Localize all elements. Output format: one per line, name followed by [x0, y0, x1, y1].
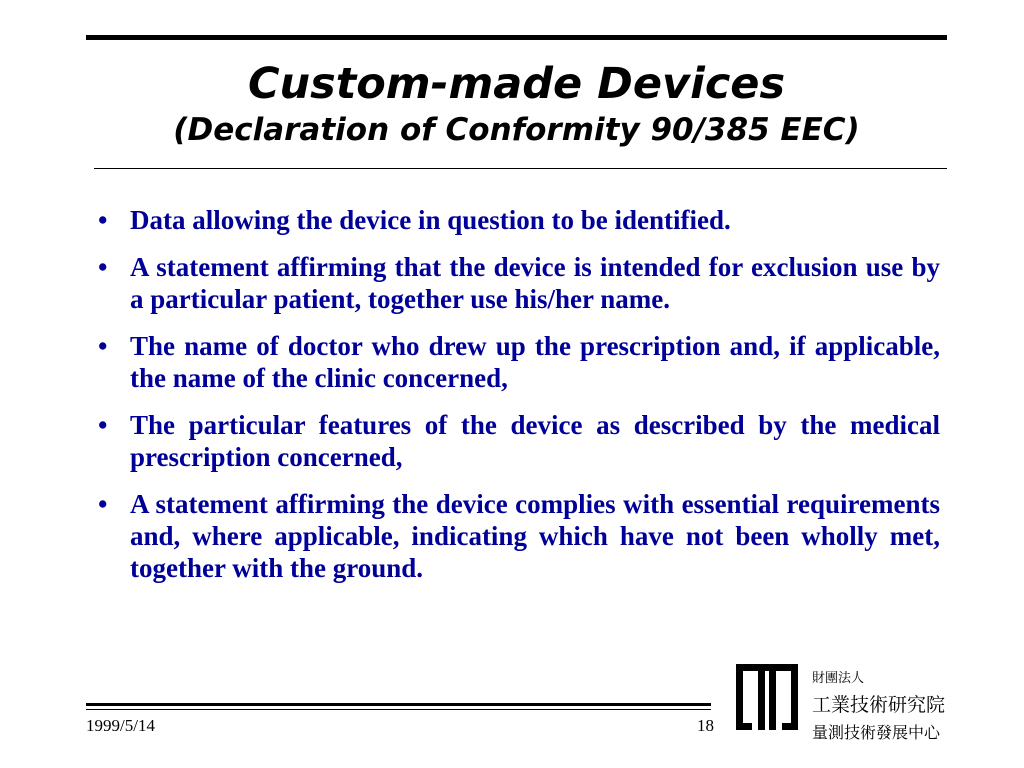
bullet-list [98, 204, 940, 599]
footer-rule-thin [86, 709, 711, 710]
bullet-item [98, 409, 940, 473]
footer-rule-thick [86, 703, 711, 706]
title-top-rule [86, 35, 947, 40]
bullet-item [98, 330, 940, 394]
bullet-item [98, 251, 940, 315]
slide-subtitle: (Declaration of Conformity 90/385 EEC) [173, 112, 860, 148]
bullet-item [98, 204, 940, 236]
logo-right-bracket [782, 664, 798, 730]
org-legal-type: 財團法人 [812, 671, 865, 686]
footer-date: 1999/5/14 [86, 716, 155, 735]
org-name: 工業技術研究院 [812, 694, 946, 716]
footer-page-number: 18 [697, 716, 714, 735]
title-bottom-rule [94, 168, 947, 169]
org-department: 量測技術發展中心 [812, 723, 941, 742]
itri-logo-icon [736, 664, 798, 730]
logo-center-bar-left [758, 664, 765, 730]
bullet-marker: • [98, 489, 108, 519]
bullet-text: The name of doctor who drew up the prescription and, if applicable, the name of the clinic concerned, [130, 331, 940, 393]
logo-center-bar-right [769, 664, 776, 730]
bullet-text: The particular features of the device as described by the medical prescription concerned, [130, 410, 940, 472]
bullet-marker: • [98, 205, 108, 235]
logo-top-bar [750, 664, 784, 671]
bullet-text: A statement affirming the device complies with essential requirements and, where applicable, indicating which have not been wholly met, together with the ground. [130, 489, 940, 583]
bullet-marker: • [98, 331, 108, 361]
bullet-item [98, 488, 940, 584]
bullet-text: Data allowing the device in question to be identified. [130, 205, 731, 235]
slide-title: Custom-made Devices [247, 59, 786, 109]
bullet-marker: • [98, 252, 108, 282]
logo-left-bracket [736, 664, 752, 730]
bullet-marker: • [98, 410, 108, 440]
bullet-text: A statement affirming that the device is intended for exclusion use by a particular patient, together use his/her name. [130, 252, 940, 314]
